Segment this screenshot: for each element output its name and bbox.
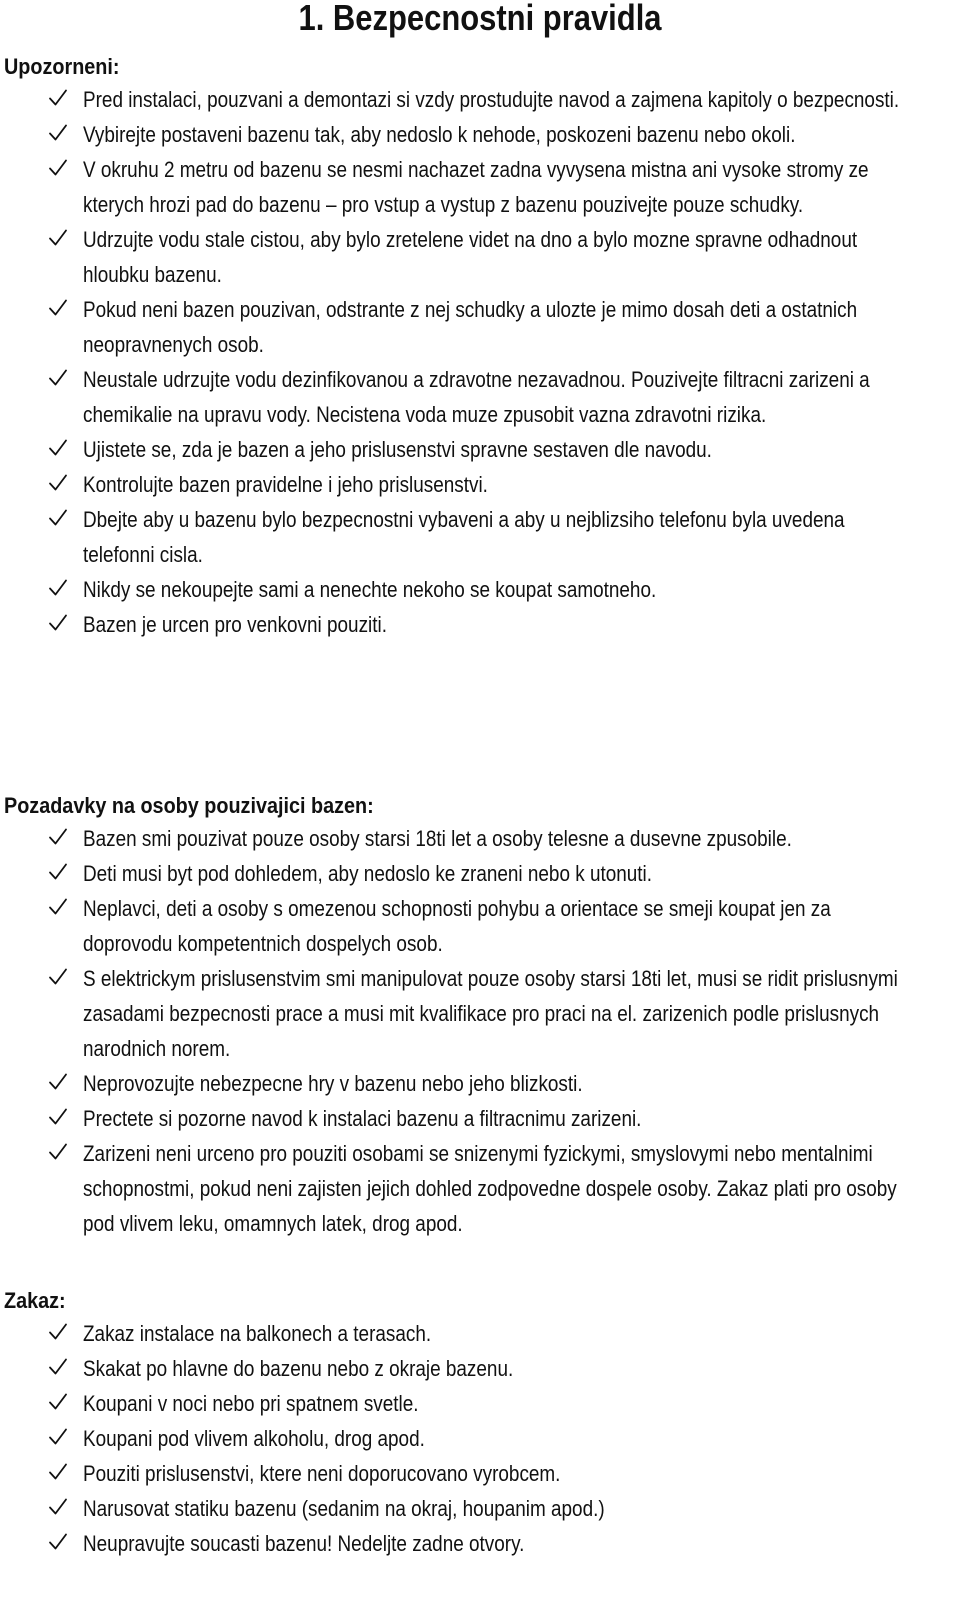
list-item — [4, 152, 954, 222]
list-item — [4, 821, 954, 856]
list-item — [4, 82, 954, 117]
list-item — [4, 467, 954, 502]
section-zakaz — [4, 1286, 954, 1561]
list-item — [4, 117, 954, 152]
checkmark-icon — [48, 856, 72, 891]
bullet-list — [4, 82, 954, 642]
checkmark-icon — [48, 117, 72, 152]
section-heading: Zakaz: — [4, 1288, 66, 1313]
checkmark-icon — [48, 1066, 72, 1101]
list-item-text: Pouziti prislusenstvi, ktere neni doporucovano vyrobcem. — [83, 1461, 561, 1486]
checkmark-icon — [48, 1526, 72, 1561]
checkmark-icon — [48, 1421, 72, 1456]
checkmark-icon — [48, 1456, 72, 1491]
list-item — [4, 1066, 954, 1101]
list-item — [4, 1386, 954, 1421]
list-item-text: Prectete si pozorne navod k instalaci bazenu a filtracnimu zarizeni. — [83, 1106, 642, 1131]
list-item-text: Skakat po hlavne do bazenu nebo z okraje bazenu. — [83, 1356, 514, 1381]
list-item-text: Bazen je urcen pro venkovni pouziti. — [83, 612, 387, 637]
list-item-text: Bazen smi pouzivat pouze osoby starsi 18ti let a osoby telesne a dusevne zpusobile. — [83, 826, 792, 851]
list-item — [4, 292, 954, 362]
list-item-text: Deti musi byt pod dohledem, aby nedoslo ke zraneni nebo k utonuti. — [83, 861, 653, 886]
list-item-text: Udrzujte vodu stale cistou, aby bylo zretelene videt na dno a bylo mozne spravne odhadnout hloubku bazenu. — [83, 227, 858, 287]
list-item-text: Ujistete se, zda je bazen a jeho prislusenstvi spravne sestaven dle navodu. — [83, 437, 712, 462]
page-title: 1. Bezpecnostni pravidla — [298, 0, 662, 38]
list-item — [4, 1421, 954, 1456]
checkmark-icon — [48, 821, 72, 856]
list-item — [4, 572, 954, 607]
list-item — [4, 1456, 954, 1491]
list-item-text: Nikdy se nekoupejte sami a nenechte nekoho se koupat samotneho. — [83, 577, 657, 602]
list-item — [4, 222, 954, 292]
list-item — [4, 1491, 954, 1526]
list-item — [4, 961, 954, 1066]
checkmark-icon — [48, 362, 72, 397]
section-upozorneni — [4, 52, 954, 642]
list-item-text: Vybirejte postaveni bazenu tak, aby nedoslo k nehode, poskozeni bazenu nebo okoli. — [83, 122, 796, 147]
checkmark-icon — [48, 1386, 72, 1421]
list-item — [4, 502, 954, 572]
list-item-text: Zarizeni neni urceno pro pouziti osobami se snizenymi fyzickymi, smyslovymi nebo mentalnimi schopnostmi, pokud neni zajisten jejich dohled zodpovedne dospele osoby. Zakaz plati pro osoby pod vlivem leku, omamnych latek, drog apod. — [83, 1141, 897, 1236]
list-item-text: Neupravujte soucasti bazenu! Nedeljte zadne otvory. — [83, 1531, 525, 1556]
checkmark-icon — [48, 222, 72, 257]
checkmark-icon — [48, 292, 72, 327]
list-item — [4, 1316, 954, 1351]
list-item — [4, 432, 954, 467]
list-item-text: Pred instalaci, pouzvani a demontazi si vzdy prostudujte navod a zajmena kapitoly o bezpecnosti. — [83, 87, 900, 112]
checkmark-icon — [48, 152, 72, 187]
checkmark-icon — [48, 891, 72, 926]
checkmark-icon — [48, 1136, 72, 1171]
section-heading: Upozorneni: — [4, 54, 120, 79]
checkmark-icon — [48, 572, 72, 607]
bullet-list — [4, 1316, 954, 1561]
list-item-text: Dbejte aby u bazenu bylo bezpecnostni vybaveni a aby u nejblizsiho telefonu byla uvedena telefonni cisla. — [83, 507, 845, 567]
list-item-text: V okruhu 2 metru od bazenu se nesmi nachazet zadna vyvysena mistna ani vysoke stromy ze kterych hrozi pad do bazenu – pro vstup a vystup z bazenu pouzivejte pouze schudky. — [83, 157, 869, 217]
checkmark-icon — [48, 1101, 72, 1136]
list-item — [4, 856, 954, 891]
list-item-text: Zakaz instalace na balkonech a terasach. — [83, 1321, 432, 1346]
section-heading: Pozadavky na osoby pouzivajici bazen: — [4, 793, 374, 818]
list-item — [4, 1136, 954, 1241]
list-item — [4, 1351, 954, 1386]
checkmark-icon — [48, 432, 72, 467]
list-item — [4, 362, 954, 432]
list-item-text: Neustale udrzujte vodu dezinfikovanou a zdravotne nezavadnou. Pouzivejte filtracni zarizeni a chemikalie na upravu vody. Necistena voda muze zpusobit vazna zdravotni rizika. — [83, 367, 870, 427]
checkmark-icon — [48, 82, 72, 117]
list-item-text: Narusovat statiku bazenu (sedanim na okraj, houpanim apod.) — [83, 1496, 605, 1521]
checkmark-icon — [48, 961, 72, 996]
checkmark-icon — [48, 1351, 72, 1386]
list-item-text: S elektrickym prislusenstvim smi manipulovat pouze osoby starsi 18ti let, musi se ridit prislusnymi zasadami bezpecnosti prace a musi mit kvalifikace pro praci na el. zarizenich podle prislusnych narodnich norem. — [83, 966, 898, 1061]
checkmark-icon — [48, 607, 72, 642]
list-item-text: Koupani pod vlivem alkoholu, drog apod. — [83, 1426, 425, 1451]
list-item-text: Koupani v noci nebo pri spatnem svetle. — [83, 1391, 419, 1416]
list-item-text: Neprovozujte nebezpecne hry v bazenu nebo jeho blizkosti. — [83, 1071, 583, 1096]
list-item-text: Neplavci, deti a osoby s omezenou schopnosti pohybu a orientace se smeji koupat jen za doprovodu kompetentnich dospelych osob. — [83, 896, 831, 956]
list-item-text: Pokud neni bazen pouzivan, odstrante z nej schudky a ulozte je mimo dosah deti a ostatnich neopravnenych osob. — [83, 297, 858, 357]
section-pozadavky — [4, 791, 954, 1241]
checkmark-icon — [48, 1316, 72, 1351]
checkmark-icon — [48, 502, 72, 537]
checkmark-icon — [48, 1491, 72, 1526]
list-item — [4, 1101, 954, 1136]
list-item — [4, 1526, 954, 1561]
list-item — [4, 607, 954, 642]
list-item — [4, 891, 954, 961]
bullet-list — [4, 821, 954, 1241]
list-item-text: Kontrolujte bazen pravidelne i jeho prislusenstvi. — [83, 472, 488, 497]
checkmark-icon — [48, 467, 72, 502]
